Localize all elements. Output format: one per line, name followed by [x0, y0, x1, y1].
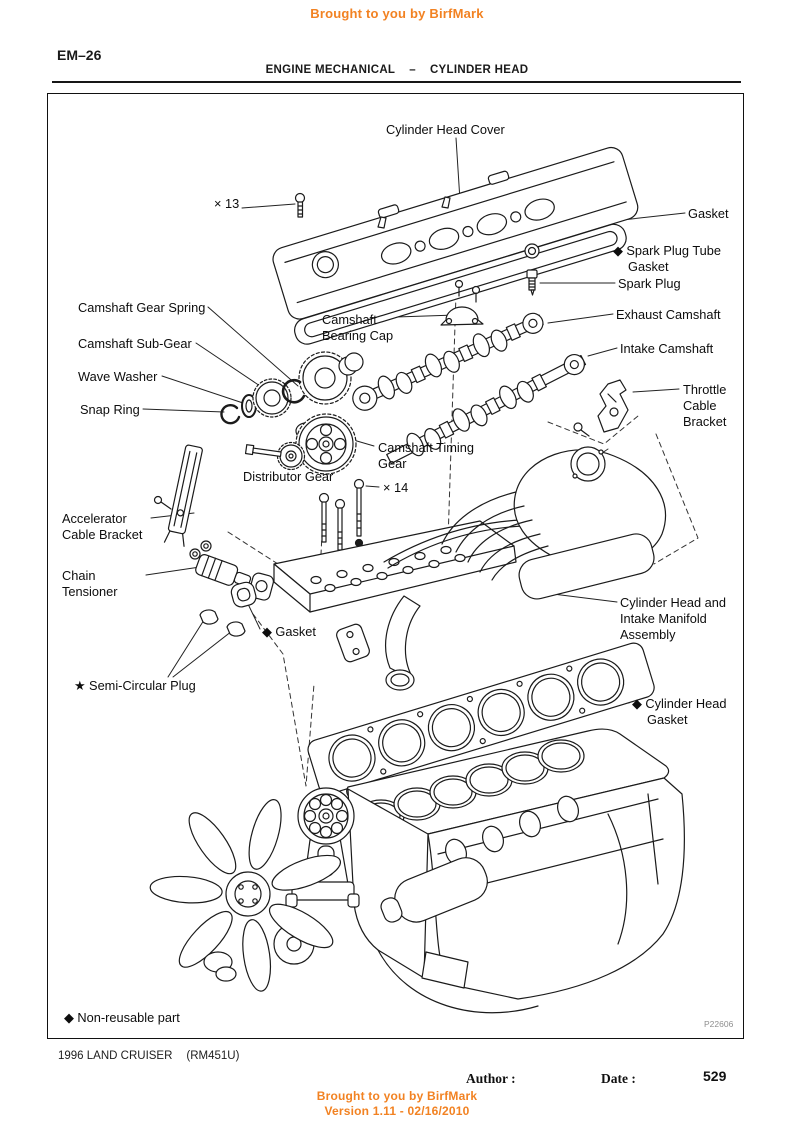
model-code: (RM451U) — [186, 1050, 240, 1062]
engine-exploded-diagram — [48, 94, 743, 1038]
label-spark-plug-tube-gasket: ◆ Spark Plug Tube Gasket — [613, 243, 722, 274]
label-x13: × 13 — [214, 196, 240, 211]
label-accelerator-cable-bracket: Accelerator Cable Bracket — [62, 511, 143, 542]
author-label: Author : — [466, 1071, 516, 1086]
accelerator-cable-bracket-part — [155, 444, 205, 546]
label-semi-circular-plug: ★ Semi-Circular Plug — [74, 678, 196, 693]
x14-bolts-part — [320, 480, 364, 551]
label-cylinder-head-cover: Cylinder Head Cover — [386, 122, 505, 137]
snap-ring-part — [221, 405, 239, 423]
top-banner: Brought to you by BirfMark — [310, 6, 484, 21]
label-gasket: Gasket — [688, 206, 729, 221]
page-code: EM–26 — [57, 47, 102, 63]
page-number: 529 — [703, 1068, 727, 1084]
bottom-banner-line2: Version 1.11 - 02/16/2010 — [324, 1104, 470, 1118]
label-snap-ring: Snap Ring — [80, 402, 140, 417]
spark-plug-tube-gasket-part — [525, 244, 539, 258]
footer-model — [58, 1050, 239, 1062]
semi-circular-plug-part — [200, 610, 245, 636]
label-gasket-assembly: ◆ Gasket — [262, 624, 316, 639]
label-wave-washer: Wave Washer — [78, 369, 158, 384]
figure-code: P22606 — [704, 1019, 734, 1029]
label-distributor-gear: Distributor Gear — [243, 469, 334, 484]
header-chapter: CYLINDER HEAD — [429, 64, 529, 76]
page-header — [0, 64, 794, 76]
label-chain-tensioner: Chain Tensioner — [62, 568, 118, 599]
label-camshaft-gear-spring: Camshaft Gear Spring — [78, 300, 206, 315]
camshaft-timing-gear-part — [296, 414, 356, 474]
label-head-manifold-assembly: Cylinder Head and Intake Manifold Assembly — [620, 595, 726, 642]
label-camshaft-bearing-cap: Camshaft Bearing Cap — [322, 312, 394, 343]
non-reusable-note: ◆ Non-reusable part — [64, 1010, 180, 1025]
label-throttle-cable-bracket: Throttle Cable Bracket — [683, 382, 727, 429]
spark-plug-part — [527, 270, 537, 295]
x13-bolt-part — [296, 194, 305, 218]
model-name: 1996 LAND CRUISER — [58, 1050, 173, 1062]
header-rule — [52, 81, 741, 83]
label-intake-camshaft: Intake Camshaft — [620, 341, 714, 356]
label-exhaust-camshaft: Exhaust Camshaft — [616, 307, 721, 322]
throttle-cable-bracket-part — [574, 380, 628, 436]
bottom-banner-line1: Brought to you by BirfMark — [316, 1089, 478, 1103]
label-camshaft-timing-gear: Camshaft Timing Gear — [378, 440, 475, 471]
label-camshaft-sub-gear: Camshaft Sub-Gear — [78, 336, 192, 351]
label-x14: × 14 — [383, 480, 409, 495]
date-label: Date : — [601, 1071, 636, 1086]
label-cylinder-head-gasket: ◆ Cylinder Head Gasket — [632, 696, 727, 727]
header-section: ENGINE MECHANICAL — [265, 64, 396, 76]
distributor-gear-part — [246, 443, 305, 470]
figure-box — [47, 93, 744, 1039]
header-dash: – — [409, 64, 416, 76]
label-spark-plug: Spark Plug — [618, 276, 681, 291]
